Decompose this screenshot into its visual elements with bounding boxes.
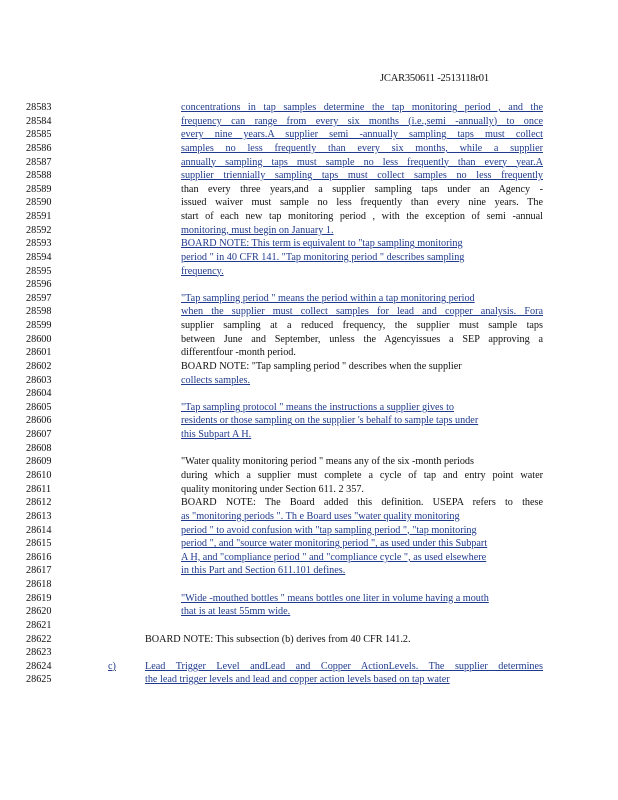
- line-number: 28596: [26, 279, 52, 291]
- document-line: [0, 333, 618, 347]
- document-line: [0, 414, 618, 428]
- line-text: BOARD NOTE: "Tap sampling period " describes when the supplier: [181, 360, 462, 372]
- document-line: [0, 564, 618, 578]
- line-text: "Tap sampling period " means the period within a tap monitoring period: [181, 292, 475, 304]
- line-number: 28588: [26, 170, 52, 182]
- line-number: 28624: [26, 660, 52, 672]
- document-line: [0, 633, 618, 647]
- line-number: 28603: [26, 374, 52, 386]
- line-number: 28592: [26, 224, 52, 236]
- line-number: 28602: [26, 360, 52, 372]
- line-number: 28610: [26, 470, 52, 481]
- line-text: supplier sampling at a reduced frequency, the supplier must sample taps: [181, 320, 543, 332]
- line-number: 28617: [26, 565, 52, 577]
- line-number: 28611: [26, 483, 52, 495]
- line-text: this Subpart A H.: [181, 429, 252, 441]
- line-text: every nine years.A supplier semi -annually sampling taps must collect: [181, 129, 543, 141]
- line-number: 28625: [26, 674, 52, 686]
- document-line: [0, 401, 618, 415]
- line-text: frequency can range from every six months (i.e.,semi -annually) to once: [181, 115, 543, 127]
- document-line: [0, 278, 618, 292]
- line-text: between June and September, unless the Agencyissues a SEP approving a: [181, 333, 543, 345]
- line-number: 28614: [26, 524, 52, 536]
- line-number: 28600: [26, 333, 52, 345]
- line-text: the lead trigger levels and lead and copper action levels based on tap water: [145, 674, 450, 686]
- line-number: 28595: [26, 265, 52, 277]
- line-text: when the supplier must collect samples for lead and copper analysis. Fora: [181, 306, 543, 318]
- line-text: differentfour -month period.: [181, 347, 296, 359]
- document-line: [0, 237, 618, 251]
- document-line: [0, 360, 618, 374]
- line-text: BOARD NOTE: This subsection (b) derives from 40 CFR 141.2.: [145, 633, 411, 645]
- line-number: 28608: [26, 442, 52, 454]
- line-number: 28599: [26, 320, 52, 332]
- line-number: 28604: [26, 388, 52, 400]
- line-text: "Tap sampling protocol " means the instructions a supplier gives to: [181, 401, 454, 413]
- document-line: [0, 224, 618, 238]
- line-number: 28589: [26, 183, 52, 195]
- document-line: [0, 660, 618, 674]
- document-line: [0, 551, 618, 565]
- line-number: 28584: [26, 115, 52, 127]
- line-number: 28618: [26, 579, 52, 591]
- line-number: 28623: [26, 647, 52, 659]
- document-line: [0, 374, 618, 388]
- line-number: 28587: [26, 156, 52, 168]
- line-number: 28622: [26, 633, 52, 645]
- line-text: concentrations in tap samples determine the tap monitoring period , and the: [181, 102, 543, 113]
- document-header: JCAR350611 -2513118r01: [380, 73, 489, 84]
- line-text: residents or those sampling on the supplier 's behalf to sample taps under: [181, 415, 479, 427]
- document-line: [0, 183, 618, 197]
- document-line: [0, 455, 618, 469]
- line-text: Lead Trigger Level andLead and Copper ActionLevels. The supplier determines: [145, 660, 543, 672]
- document-line: [0, 496, 618, 510]
- line-text: supplier triennially sampling taps must collect samples no less frequently: [181, 170, 543, 182]
- document-line: [0, 346, 618, 360]
- document-line: [0, 442, 618, 456]
- document-line: [0, 319, 618, 333]
- line-text: A H, and "compliance period " and "compliance cycle ", as used elsewhere: [181, 551, 487, 563]
- document-line: [0, 292, 618, 306]
- line-text: annually sampling taps must sample no less frequently than every year.A: [181, 156, 543, 168]
- line-number: 28601: [26, 347, 52, 359]
- line-number: 28585: [26, 129, 52, 141]
- line-number: 28583: [26, 102, 52, 113]
- line-number: 28621: [26, 619, 52, 631]
- line-text: quality monitoring under Section 611. 2 357.: [181, 483, 364, 495]
- line-number: 28619: [26, 592, 52, 604]
- line-text: in this Part and Section 611.101 defines.: [181, 565, 346, 577]
- line-text: BOARD NOTE: The Board added this definition. USEPA refers to these: [181, 497, 543, 509]
- line-number: 28593: [26, 238, 52, 250]
- line-text: start of each new tap monitoring period , with the exception of semi -annual: [181, 211, 543, 223]
- subsection-marker: c): [108, 660, 116, 672]
- line-number: 28616: [26, 551, 52, 563]
- document-line: [0, 537, 618, 551]
- document-line: [0, 510, 618, 524]
- line-number: 28590: [26, 197, 52, 209]
- document-line: [0, 578, 618, 592]
- line-number: 28598: [26, 306, 52, 318]
- document-line: [0, 156, 618, 170]
- line-text: "Wide -mouthed bottles " means bottles one liter in volume having a mouth: [181, 592, 489, 604]
- document-line: [0, 592, 618, 606]
- line-text: monitoring, must begin on January 1.: [181, 224, 334, 236]
- document-line: [0, 115, 618, 129]
- document-line: [0, 142, 618, 156]
- document-line: [0, 428, 618, 442]
- document-line: [0, 251, 618, 265]
- document-line: [0, 469, 618, 483]
- line-number: 28594: [26, 251, 52, 263]
- line-text: during which a supplier must complete a cycle of tap and entry point water: [181, 470, 543, 481]
- line-number: 28605: [26, 401, 52, 413]
- line-text: as "monitoring periods ". Th e Board uses "water quality monitoring: [181, 510, 460, 522]
- document-line: [0, 387, 618, 401]
- line-text: period " to avoid confusion with "tap sampling period ", "tap monitoring: [181, 524, 477, 536]
- line-text: samples no less frequently than every six months, while a supplier: [181, 142, 543, 154]
- document-line: [0, 210, 618, 224]
- document-line: [0, 483, 618, 497]
- line-number: 28607: [26, 429, 52, 441]
- document-line: [0, 524, 618, 538]
- document-line: [0, 305, 618, 319]
- line-number: 28597: [26, 292, 52, 304]
- line-text: that is at least 55mm wide.: [181, 606, 291, 618]
- line-number: 28613: [26, 510, 52, 522]
- line-text: period ", and "source water monitoring period ", as used under this Subpart: [181, 538, 488, 550]
- document-line: [0, 101, 618, 115]
- line-text: issued waiver must sample no less frequently than every nine years. The: [181, 197, 543, 209]
- line-text: BOARD NOTE: This term is equivalent to "tap sampling monitoring: [181, 238, 463, 250]
- line-text: than every three years,and a supplier sampling taps under an Agency -: [181, 183, 543, 195]
- line-text: frequency.: [181, 265, 224, 277]
- line-number: 28620: [26, 606, 52, 618]
- document-line: [0, 196, 618, 210]
- line-number: 28609: [26, 456, 52, 468]
- document-line: [0, 128, 618, 142]
- line-number: 28615: [26, 538, 52, 550]
- document-line: [0, 605, 618, 619]
- line-text: "Water quality monitoring period " means any of the six -month periods: [181, 456, 474, 468]
- document-line: [0, 673, 618, 687]
- line-number: 28606: [26, 415, 52, 427]
- document-line: [0, 169, 618, 183]
- line-text: period " in 40 CFR 141. "Tap monitoring period " describes sampling: [181, 251, 465, 263]
- document-line: [0, 265, 618, 279]
- line-number: 28586: [26, 142, 52, 154]
- document-line: [0, 646, 618, 660]
- line-number: 28591: [26, 211, 52, 223]
- line-number: 28612: [26, 497, 52, 509]
- line-text: collects samples.: [181, 374, 251, 386]
- document-line: [0, 619, 618, 633]
